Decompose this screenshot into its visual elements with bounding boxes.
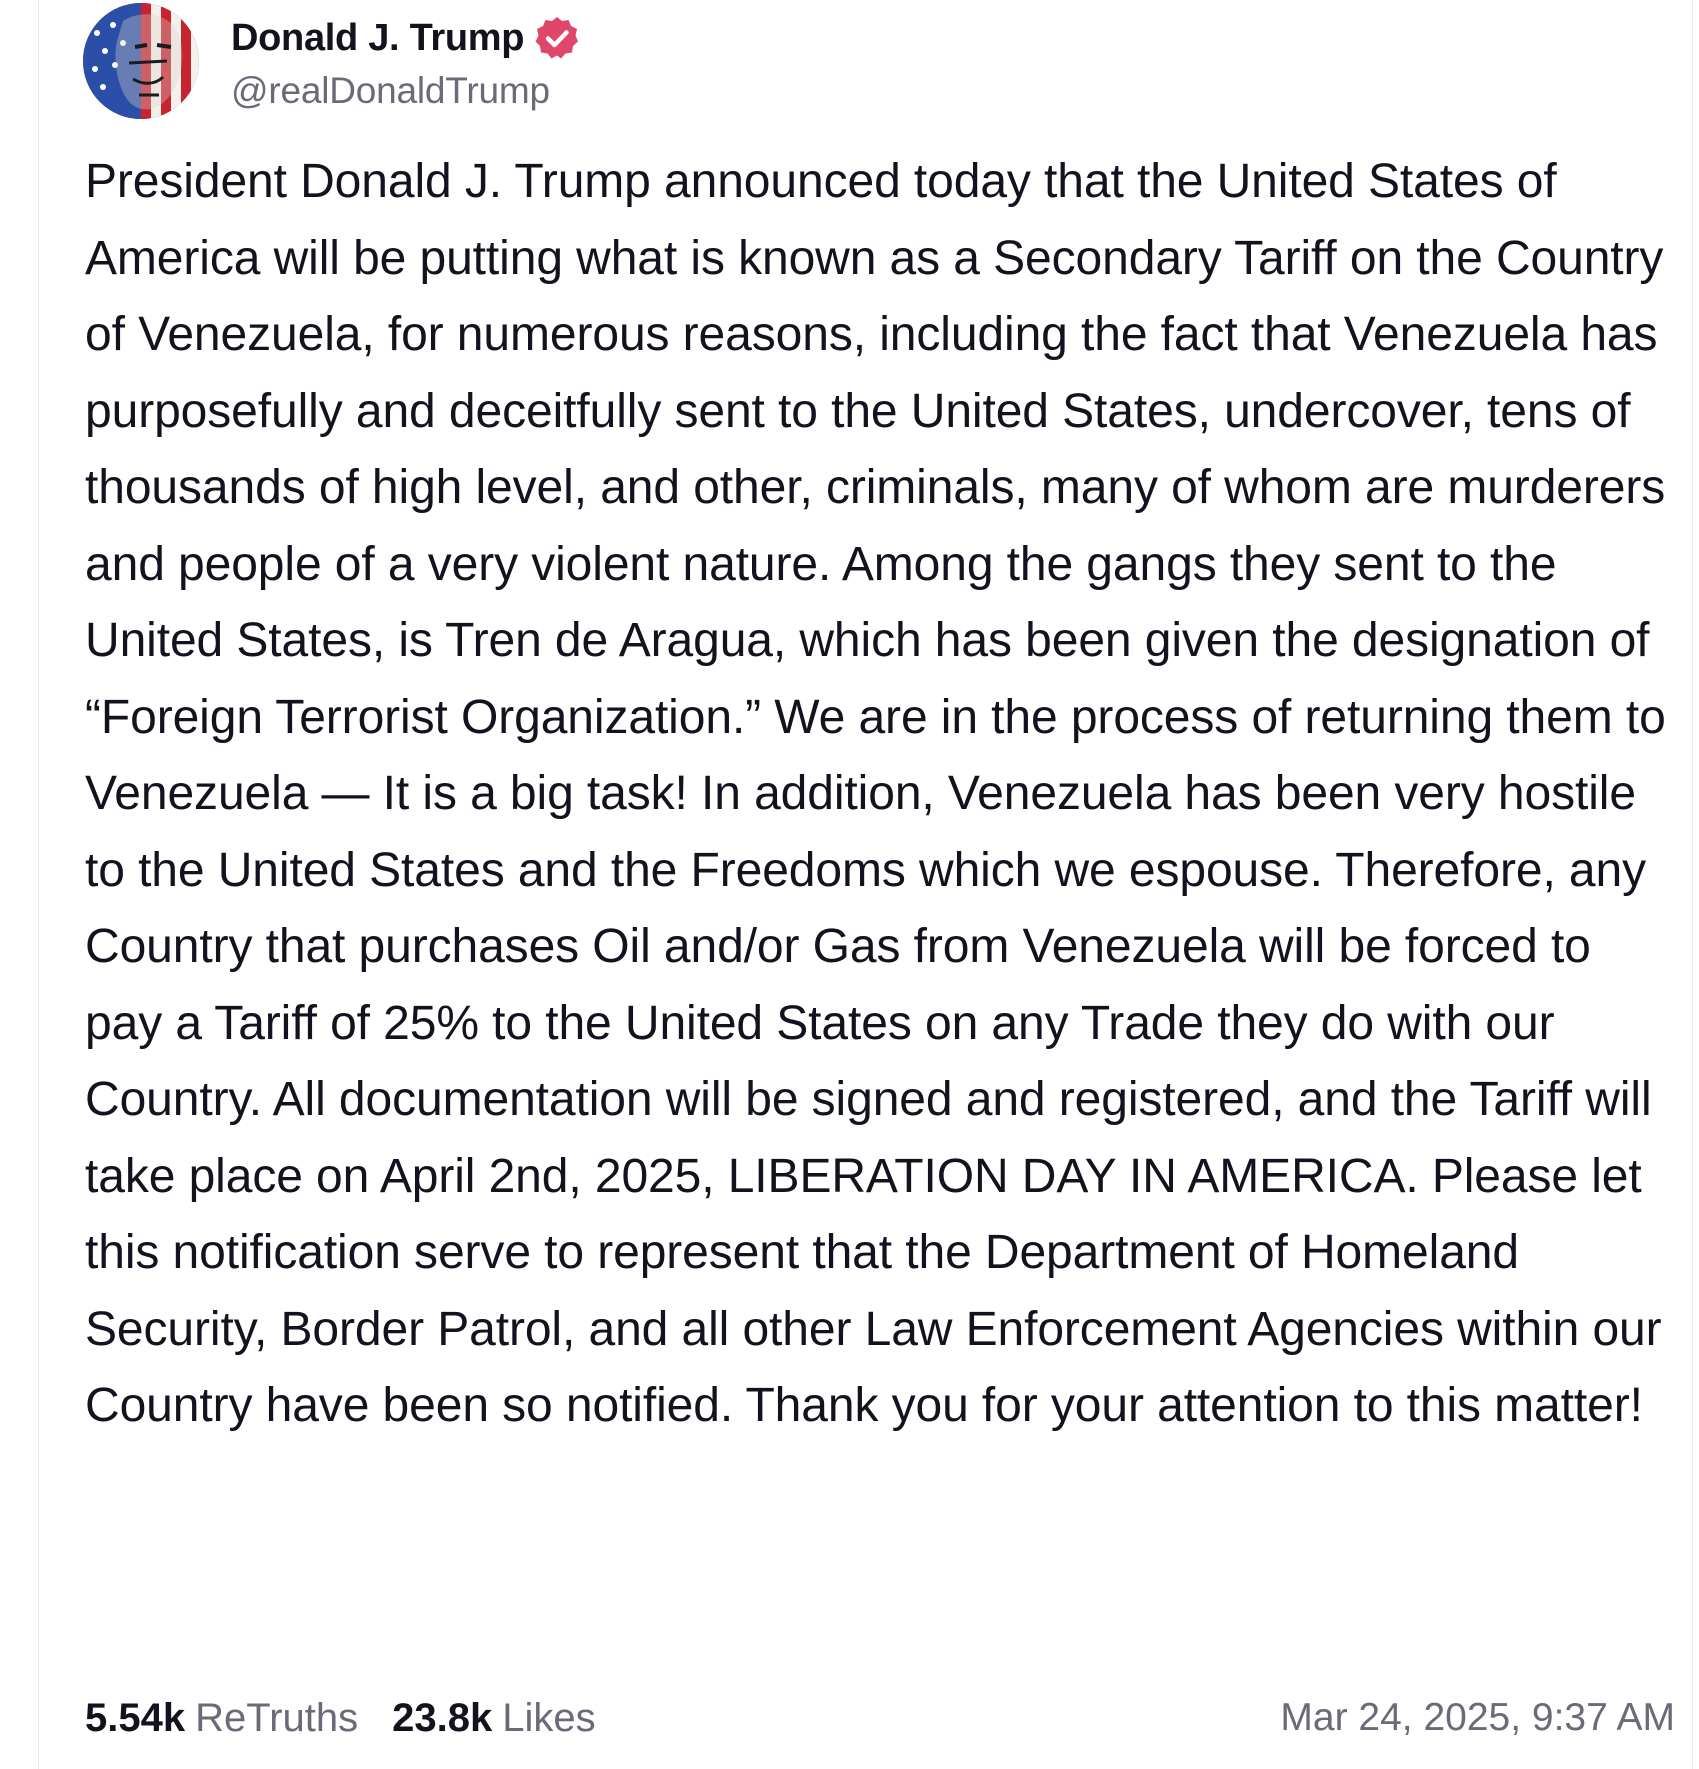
author-info (231, 10, 580, 112)
retruths-count: 5.54k (85, 1695, 186, 1740)
avatar[interactable] (83, 3, 199, 119)
likes-stat[interactable] (392, 1696, 596, 1741)
author-handle[interactable]: @realDonaldTrump (231, 70, 550, 111)
retruths-stat[interactable] (85, 1696, 358, 1741)
author-display-name[interactable]: Donald J. Trump (231, 16, 525, 59)
post-card (38, 0, 1693, 1769)
likes-count: 23.8k (392, 1695, 493, 1740)
author-name-row (231, 10, 580, 66)
likes-label: Likes (502, 1695, 596, 1740)
post-timestamp[interactable]: Mar 24, 2025, 9:37 AM (1280, 1696, 1675, 1739)
avatar-image (83, 3, 199, 119)
post-text: President Donald J. Trump announced today that the United States of America will be putting what is known as a Secondary Tariff on the Country of Venezuela, for numerous reasons, including the fact that Venezuela has purposefully and deceitfully sent to the United States, undercover, tens of thousands of high level, and other, criminals, many of whom are murderers and people of a very violent nature. Among the gangs they sent to the United States, is Tren de Aragua, which has been given the designation of “Foreign Terrorist Organization.” We are in the process of returning them to Venezuela — It is a big task! In addition, Venezuela has been very hostile to the United States and the Freedoms which we espouse. Therefore, any Country that purchases Oil and/or Gas from Venezuela will be forced to pay a Tariff of 25% to the United States on any Trade they do with our Country. All documentation will be signed and registered, and the Tariff will take place on April 2nd, 2025, LIBERATION DAY IN AMERICA. Please let this notification serve to represent that the Department of Homeland Security, Border Patrol, and all other Law Enforcement Agencies within our Country have been so notified. Thank you for your attention to this matter! (85, 155, 1666, 1432)
post-header (83, 2, 580, 120)
verified-badge-icon (534, 15, 580, 61)
post-footer (85, 1690, 1675, 1746)
retruths-label: ReTruths (195, 1695, 359, 1740)
